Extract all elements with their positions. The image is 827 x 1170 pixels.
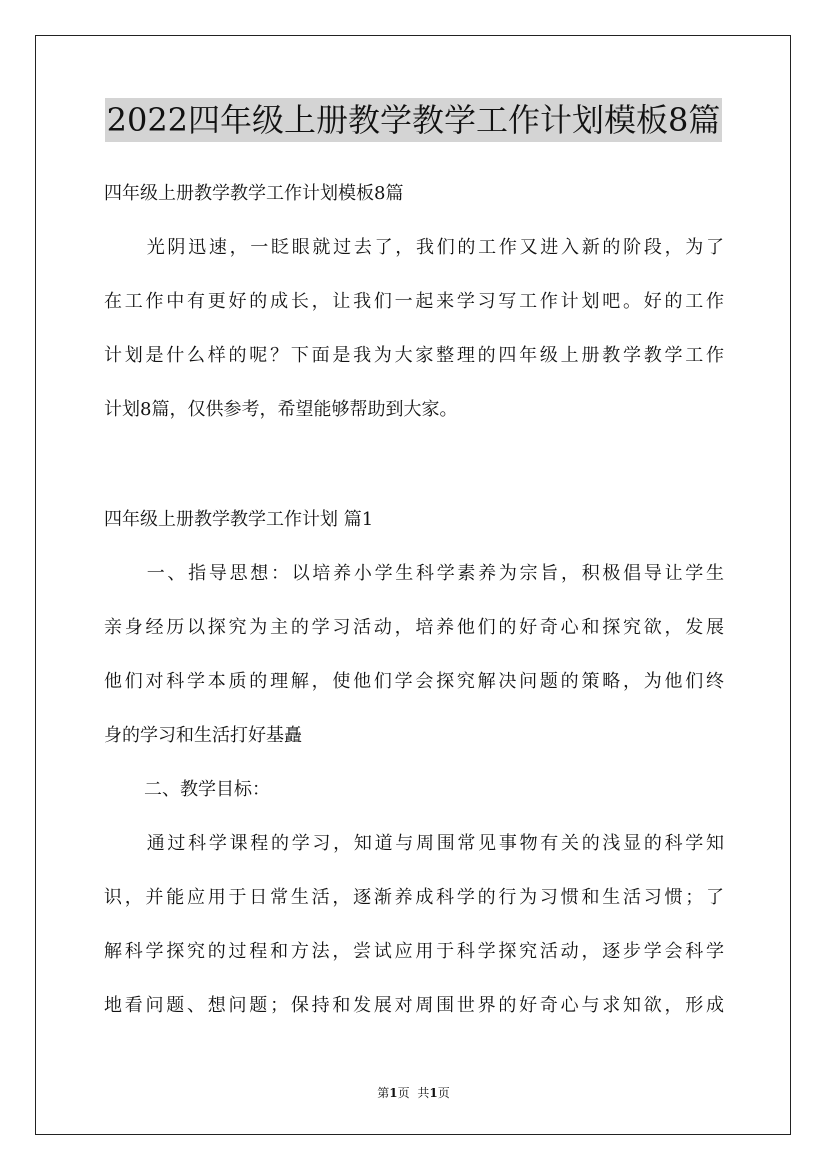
page-footer xyxy=(0,1085,827,1101)
goals-heading-text: 二、教学目标： xyxy=(144,779,270,800)
footer-page-number: 1 xyxy=(389,1086,398,1100)
goals-line-2: 识，并能应用于日常生活，逐渐养成科学的行为习惯和生活习惯；了 xyxy=(104,887,724,908)
title-container xyxy=(0,98,827,142)
intro-line-4: 计划8篇，仅供参考，希望能够帮助到大家。 xyxy=(104,399,458,420)
goals-line-4: 地看问题、想问题；保持和发展对周围世界的好奇心与求知欲，形成 xyxy=(104,995,724,1016)
intro-line-3: 计划是什么样的呢？下面是我为大家整理的四年级上册教学教学工作 xyxy=(104,345,724,366)
guiding-line-1 xyxy=(104,562,724,586)
guiding-line-4: 身的学习和生活打好基矗 xyxy=(104,725,302,746)
footer-total-pages: 1 xyxy=(429,1086,438,1100)
document-title: 2022四年级上册教学教学工作计划模板8篇 xyxy=(105,98,723,142)
footer-total-prefix: 共 xyxy=(417,1086,430,1100)
footer-total-suffix: 页 xyxy=(437,1086,450,1100)
goals-line-3: 解科学探究的过程和方法，尝试应用于科学探究活动，逐步学会科学 xyxy=(104,941,724,962)
guiding-line-3: 他们对科学本质的理解，使他们学会探究解决问题的策略，为他们终 xyxy=(104,671,724,692)
guiding-line-1-text: 一、指导思想：以培养小学生科学素养为宗旨，积极倡导让学生 xyxy=(144,563,724,584)
document-subtitle: 四年级上册教学教学工作计划模板8篇 xyxy=(104,183,404,204)
footer-page-suffix: 页 xyxy=(397,1086,410,1100)
goals-heading xyxy=(104,778,270,802)
intro-line-1-text: 光阴迅速，一眨眼就过去了，我们的工作又进入新的阶段，为了 xyxy=(144,237,724,258)
intro-line-1 xyxy=(104,236,724,260)
footer-page-prefix: 第 xyxy=(377,1086,390,1100)
goals-line-1 xyxy=(104,832,724,856)
goals-line-1-text: 通过科学课程的学习，知道与周围常见事物有关的浅显的科学知 xyxy=(144,833,724,854)
guiding-line-2: 亲身经历以探究为主的学习活动，培养他们的好奇心和探究欲，发展 xyxy=(104,617,724,638)
section-heading: 四年级上册教学教学工作计划 篇1 xyxy=(104,509,374,530)
intro-line-2: 在工作中有更好的成长，让我们一起来学习写工作计划吧。好的工作 xyxy=(104,291,724,312)
